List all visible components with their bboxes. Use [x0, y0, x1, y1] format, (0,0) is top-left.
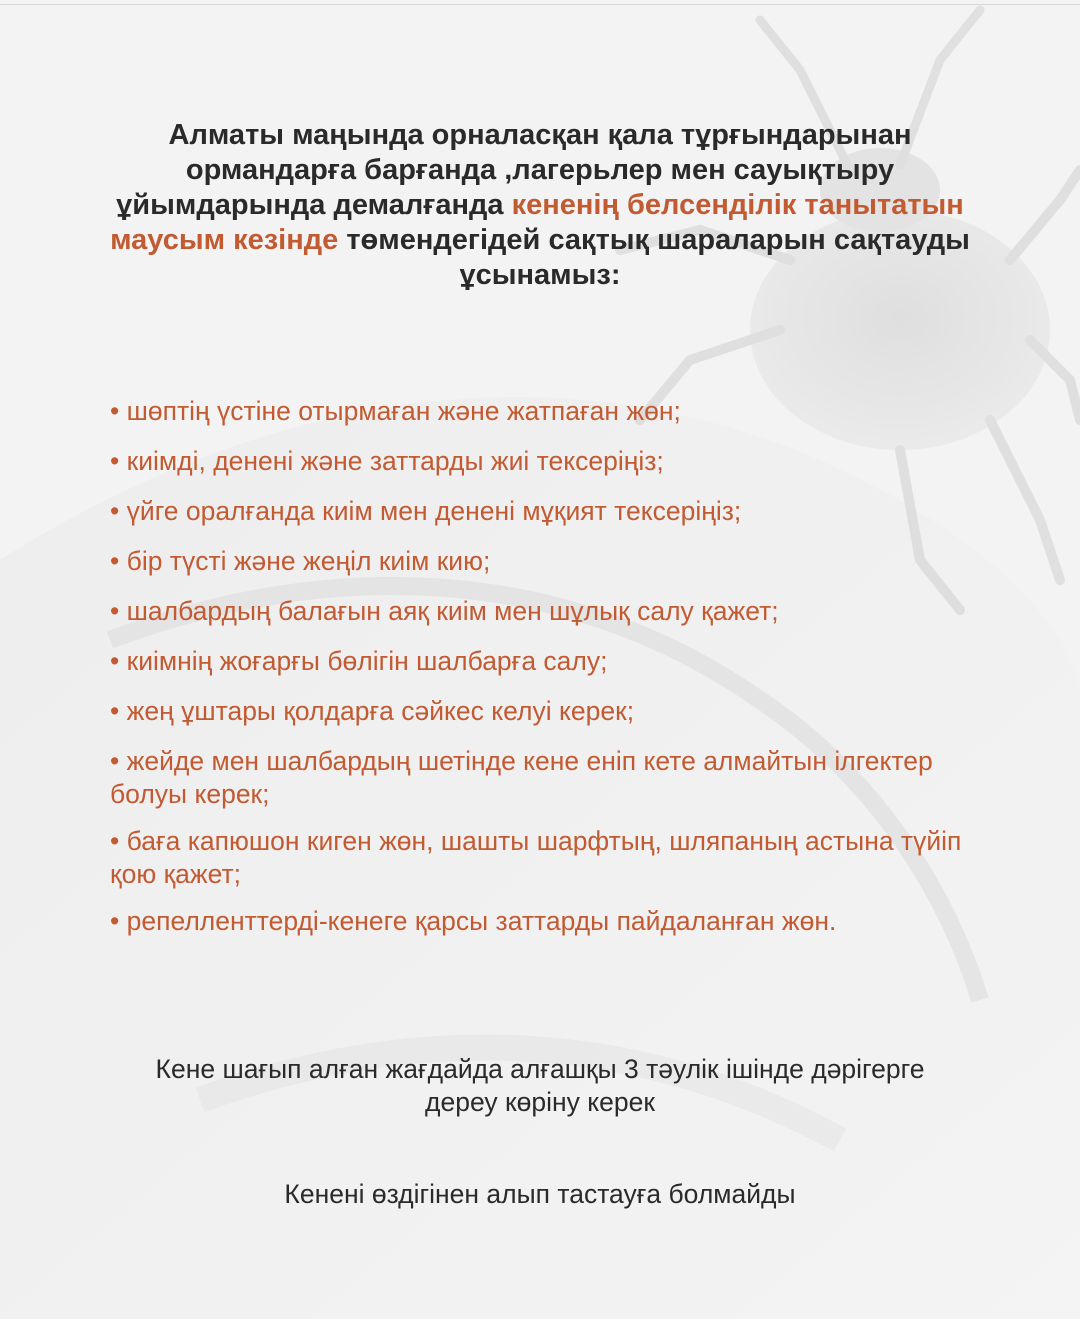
list-item: • киімді, денені және заттарды жиі тексеріңіз;	[110, 446, 664, 476]
list-item: • бір түсті және жеңіл киім кию;	[110, 546, 491, 576]
intro-text-end: төмендегідей сақтық шараларын сақтауды ұсынамыз:	[338, 224, 970, 291]
list-item: • репелленттерді-кенеге қарсы заттарды пайдаланған жөн.	[110, 906, 837, 936]
removal-warning-note: Кенені өздігінен алып тастауға болмайды	[284, 1179, 796, 1209]
list-item: • жең ұштары қолдарға сәйкес келуі керек;	[110, 696, 635, 726]
bite-advice-note: Кене шағып алған жағдайда алғашқы 3 тәулік ішінде дәрігерге дереу көріну керек	[155, 1054, 925, 1117]
list-item: • шөптің үстіне отырмаған және жатпаған жөн;	[110, 396, 681, 426]
list-item: • баға капюшон киген жөн, шашты шарфтың, шляпаның астына түйіп қою қажет;	[110, 826, 962, 889]
list-item: • киімнің жоғарғы бөлігін шалбарға салу;	[110, 646, 608, 676]
list-item: • жейде мен шалбардың шетінде кене еніп кете алмайтын ілгектер болуы керек;	[110, 746, 933, 809]
list-item: • шалбардың балағын аяқ киім мен шұлық салу қажет;	[110, 596, 779, 626]
intro-paragraph	[90, 118, 990, 293]
top-divider	[0, 4, 1080, 5]
precautions-list	[110, 395, 990, 955]
intro-text-start: Алматы маңында орналасқан қала тұрғындарынан ормандарға барғанда ,лагерьлер мен сауықтыру ұйымдарында демалғанда	[116, 119, 912, 221]
intro-highlight: кененің белсенділік танытатын маусым кезінде	[110, 189, 964, 256]
list-item: • үйге оралғанда киім мен денені мұқият тексеріңіз;	[110, 496, 742, 526]
